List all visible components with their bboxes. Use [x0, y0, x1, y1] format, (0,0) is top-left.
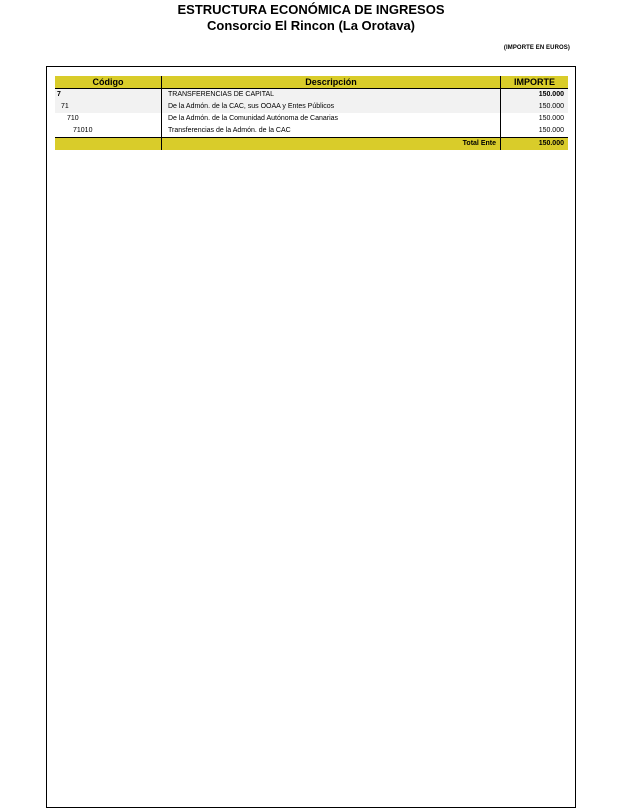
row-code: 71010	[55, 125, 162, 137]
row-description: TRANSFERENCIAS DE CAPITAL	[162, 89, 501, 101]
table-row	[55, 113, 568, 125]
column-header-code: Código	[55, 76, 162, 88]
total-code-cell	[55, 138, 162, 150]
row-description: De la Admón. de la CAC, sus OOAA y Entes Públicos	[162, 101, 501, 113]
total-amount: 150.000	[538, 140, 564, 147]
column-header-description: Descripción	[162, 76, 501, 88]
row-description: Transferencias de la Admón. de la CAC	[162, 125, 501, 137]
row-code: 71	[55, 101, 162, 113]
total-label: Total Ente	[162, 138, 501, 150]
page-frame	[46, 66, 576, 808]
table-row	[55, 89, 568, 101]
column-header-amount: IMPORTE	[513, 77, 555, 87]
units-label: (IMPORTE EN EUROS)	[503, 45, 570, 51]
table-row	[55, 125, 568, 137]
total-row	[55, 137, 568, 150]
table-row	[55, 101, 568, 113]
row-amount: 150.000	[538, 115, 564, 122]
row-code: 710	[55, 113, 162, 125]
report-title: ESTRUCTURA ECONÓMICA DE INGRESOS	[177, 2, 445, 17]
row-description: De la Admón. de la Comunidad Autónoma de Canarias	[162, 113, 501, 125]
income-table	[55, 76, 568, 150]
table-header	[55, 76, 568, 89]
row-amount: 150.000	[501, 101, 568, 113]
row-amount: 150.000	[538, 127, 564, 134]
row-amount: 150.000	[501, 89, 568, 101]
row-code: 7	[55, 89, 162, 101]
report-subtitle: Consorcio El Rincon (La Orotava)	[206, 18, 416, 33]
